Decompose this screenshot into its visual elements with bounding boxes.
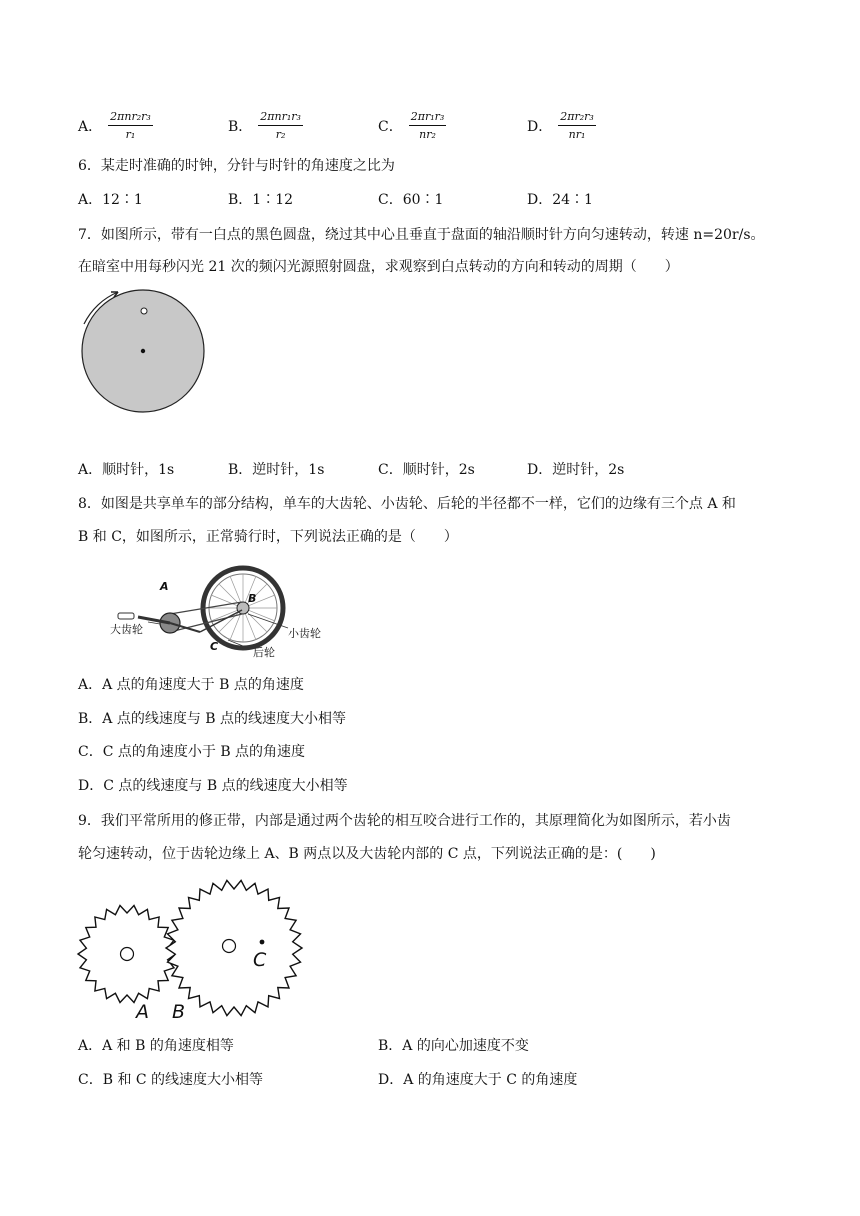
q8-stem-line2: B 和 C，如图所示，正常骑行时，下列说法正确的是（ ）	[78, 529, 458, 545]
q8-option-c[interactable]: C．C 点的角速度小于 B 点的角速度	[78, 744, 306, 760]
small-gear-hole	[121, 948, 134, 961]
q5-option-a-fraction: $\frac{\text{2πnr₂r₃}}{\text{r₁}}$	[110, 110, 151, 141]
label-big-gear: 大齿轮	[110, 623, 143, 636]
q9-option-a[interactable]: A．A 和 B 的角速度相等	[78, 1038, 234, 1054]
q9-option-c[interactable]: C．B 和 C 的线速度大小相等	[78, 1072, 264, 1088]
q5-option-a[interactable]	[78, 110, 153, 141]
q5-option-c-fraction: $\frac{\text{2πr₁r₃}}{\text{nr₂}}$	[410, 110, 445, 141]
label-b: B	[172, 1001, 186, 1023]
q6-option-b[interactable]: B．1∶12	[228, 192, 294, 208]
q7-option-c[interactable]: C．顺时针，2s	[378, 462, 475, 478]
q8-option-b[interactable]: B．A 点的线速度与 B 点的线速度大小相等	[78, 711, 347, 727]
q7-option-b[interactable]: B．逆时针，1s	[228, 462, 325, 478]
q6-option-a[interactable]: A．12∶1	[78, 192, 143, 208]
q5-option-d[interactable]	[527, 110, 596, 141]
q6-stem: 6．某走时准确的时钟，分针与时针的角速度之比为	[78, 158, 395, 174]
label-b: B	[248, 592, 257, 605]
q5-option-c-letter: C．	[378, 118, 403, 135]
q8-stem-line1: 8．如图是共享单车的部分结构，单车的大齿轮、小齿轮、后轮的半径都不一样，它们的边缘有三个点 A 和	[78, 496, 736, 512]
q6-option-c[interactable]: C．60∶1	[378, 192, 444, 208]
q7-option-d[interactable]: D．逆时针，2s	[527, 462, 625, 478]
q9-stem-line2: 轮匀速转动，位于齿轮边缘上 A、B 两点以及大齿轮内部的 C 点，下列说法正确的是：( )	[78, 846, 656, 862]
q8-bicycle-figure	[108, 560, 343, 660]
label-c: C	[210, 640, 219, 653]
q7-disc-figure	[74, 286, 214, 416]
big-gear-hole	[223, 940, 236, 953]
label-c: C	[253, 949, 267, 971]
q6-option-d[interactable]: D．24∶1	[527, 192, 593, 208]
q9-stem-line1: 9．我们平常所用的修正带，内部是通过两个齿轮的相互咬合进行工作的，其原理简化为如图所示，若小齿	[78, 813, 731, 829]
q7-option-a[interactable]: A．顺时针，1s	[78, 462, 175, 478]
label-a: A	[160, 580, 169, 593]
q5-option-a-letter: A．	[78, 118, 103, 135]
q7-stem-line2: 在暗室中用每秒闪光 21 次的频闪光源照射圆盘，求观察到白点转动的方向和转动的周期（ ）	[78, 259, 679, 275]
pedal	[118, 613, 134, 619]
q5-option-b[interactable]	[228, 110, 303, 141]
q7-stem-line1: 7．如图所示，带有一白点的黑色圆盘，绕过其中心且垂直于盘面的轴沿顺时针方向匀速转动，转速 n=20r/s。	[78, 227, 765, 243]
q9-gears-figure	[74, 876, 306, 1026]
label-rear-wheel: 后轮	[253, 646, 275, 659]
q5-option-b-letter: B．	[228, 118, 253, 135]
point-c	[260, 940, 265, 945]
q8-option-a[interactable]: A．A 点的角速度大于 B 点的角速度	[78, 677, 304, 693]
q5-option-c[interactable]	[378, 110, 446, 141]
q5-option-b-fraction: $\frac{\text{2πnr₁r₃}}{\text{r₂}}$	[260, 110, 301, 141]
q8-option-d[interactable]: D．C 点的线速度与 B 点的线速度大小相等	[78, 778, 348, 794]
disc-center	[141, 349, 145, 353]
label-a: A	[136, 1001, 149, 1023]
label-small-gear: 小齿轮	[288, 627, 321, 640]
q5-option-d-fraction: $\frac{\text{2πr₂r₃}}{\text{nr₁}}$	[560, 110, 594, 141]
q5-option-d-letter: D．	[527, 118, 553, 135]
q9-option-d[interactable]: D．A 的角速度大于 C 的角速度	[378, 1072, 578, 1088]
white-dot	[141, 308, 147, 314]
q9-option-b[interactable]: B．A 的向心加速度不变	[378, 1038, 529, 1054]
